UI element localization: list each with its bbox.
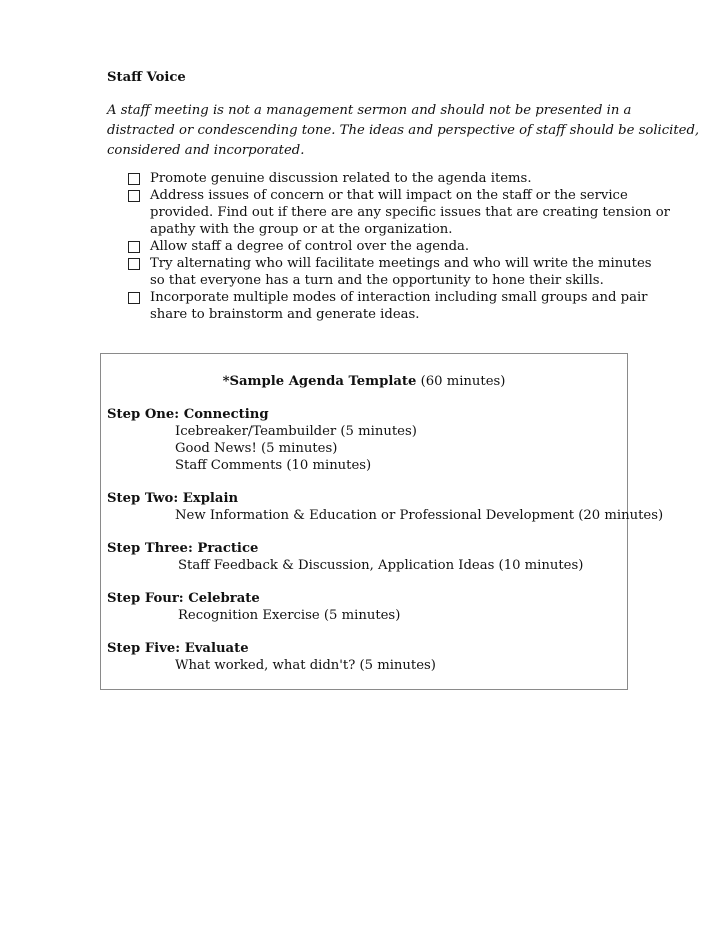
- agenda-step-one: [107, 406, 417, 474]
- step-item: Staff Comments (10 minutes): [175, 458, 372, 473]
- checklist-item: [128, 289, 648, 323]
- section-heading: Staff Voice: [107, 70, 186, 85]
- agenda-title: [101, 374, 627, 389]
- step-item: New Information & Education or Professional Development (20 minutes): [175, 508, 664, 523]
- agenda-template-box: [100, 353, 664, 690]
- checkbox[interactable]: [128, 241, 140, 253]
- checklist: [128, 170, 670, 323]
- checkbox[interactable]: [128, 190, 140, 202]
- checklist-text: Allow staff a degree of control over the agenda.: [150, 239, 470, 254]
- intro-line: A staff meeting is not a management sermon and should not be presented in a: [107, 103, 632, 118]
- checkbox[interactable]: [128, 173, 140, 185]
- step-item: Good News! (5 minutes): [175, 441, 338, 456]
- step-label: Step Two: Explain: [107, 491, 239, 506]
- step-item: Staff Feedback & Discussion, Application Ideas (10 minutes): [178, 558, 584, 573]
- checklist-item: [128, 238, 648, 255]
- step-item: Icebreaker/Teambuilder (5 minutes): [175, 424, 417, 439]
- checkbox[interactable]: [128, 292, 140, 304]
- checklist-text: Address issues of concern or that will impact on the staff or the service: [150, 188, 628, 203]
- step-item: Recognition Exercise (5 minutes): [178, 608, 401, 623]
- agenda-step-five: [107, 640, 436, 674]
- checklist-text: apathy with the group or at the organization.: [150, 222, 453, 237]
- step-label: Step One: Connecting: [107, 407, 269, 422]
- checklist-text: Incorporate multiple modes of interaction including small groups and pair: [150, 290, 648, 305]
- step-label: Step Five: Evaluate: [107, 641, 249, 656]
- intro-paragraph: [107, 101, 700, 161]
- checkbox[interactable]: [128, 258, 140, 270]
- agenda-step-two: [107, 490, 663, 524]
- agenda-step-four: [107, 590, 400, 624]
- checklist-text: so that everyone has a turn and the opportunity to hone their skills.: [150, 273, 604, 288]
- agenda-title-duration: (60 minutes): [416, 374, 506, 389]
- checklist-item: [128, 255, 652, 289]
- step-label: Step Four: Celebrate: [107, 591, 260, 606]
- agenda-step-three: [107, 540, 583, 574]
- checklist-text: share to brainstorm and generate ideas.: [150, 307, 420, 322]
- intro-line: distracted or condescending tone. The ideas and perspective of staff should be solicited,: [107, 123, 700, 138]
- checklist-item: [128, 187, 670, 238]
- step-label: Step Three: Practice: [107, 541, 259, 556]
- agenda-title-bold: *Sample Agenda Template: [222, 374, 417, 389]
- checklist-text: Promote genuine discussion related to the agenda items.: [150, 171, 532, 186]
- step-item: What worked, what didn't? (5 minutes): [175, 658, 436, 673]
- checklist-text: provided. Find out if there are any specific issues that are creating tension or: [150, 205, 670, 220]
- checklist-text: Try alternating who will facilitate meetings and who will write the minutes: [150, 256, 652, 271]
- checklist-item: [128, 170, 648, 187]
- intro-line: considered and incorporated.: [107, 143, 305, 158]
